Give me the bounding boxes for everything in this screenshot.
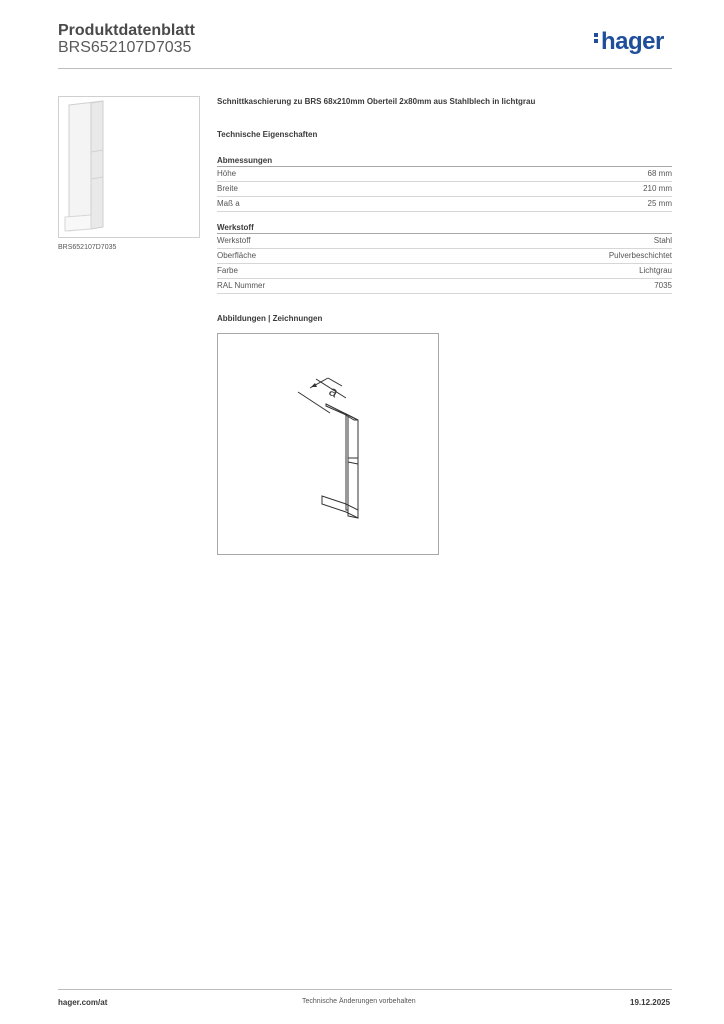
spec-row bbox=[217, 234, 672, 249]
dimension-label: a bbox=[326, 382, 341, 401]
article-number: BRS652107D7035 bbox=[58, 39, 192, 56]
spec-group-material bbox=[217, 222, 672, 294]
spec-row bbox=[217, 264, 672, 279]
spec-row bbox=[217, 182, 672, 197]
spec-value: 68 mm bbox=[647, 169, 672, 178]
spec-row bbox=[217, 249, 672, 264]
footer-notice: Technische Änderungen vorbehalten bbox=[302, 998, 416, 1005]
drawings-heading: Abbildungen | Zeichnungen bbox=[217, 314, 323, 323]
footer-website-link[interactable]: hager.com/at bbox=[58, 998, 108, 1007]
footer-date: 19.12.2025 bbox=[630, 998, 671, 1007]
spec-group-title: Abmessungen bbox=[217, 155, 672, 167]
spec-row bbox=[217, 197, 672, 212]
spec-row bbox=[217, 279, 672, 294]
spec-label: RAL Nummer bbox=[217, 281, 266, 290]
header-divider bbox=[58, 68, 672, 69]
spec-value: 25 mm bbox=[647, 199, 672, 208]
spec-value: Lichtgrau bbox=[639, 266, 672, 275]
technical-heading: Technische Eigenschaften bbox=[217, 130, 318, 139]
spec-value: 210 mm bbox=[643, 184, 672, 193]
spec-label: Breite bbox=[217, 184, 238, 193]
hager-logo[interactable] bbox=[594, 28, 664, 56]
product-description: Schnittkaschierung zu BRS 68x210mm Oberteil 2x80mm aus Stahlblech in lichtgrau bbox=[217, 97, 536, 106]
spec-group-title: Werkstoff bbox=[217, 222, 672, 234]
spec-label: Farbe bbox=[217, 266, 238, 275]
product-image-icon bbox=[59, 97, 199, 237]
page-title: Produktdatenblatt bbox=[58, 22, 195, 39]
footer-divider bbox=[58, 989, 672, 990]
drawing-icon bbox=[218, 334, 438, 554]
logo-dots-icon bbox=[594, 31, 599, 45]
spec-label: Maß a bbox=[217, 199, 240, 208]
spec-row bbox=[217, 167, 672, 182]
technical-drawing bbox=[217, 333, 439, 555]
product-image-caption: BRS652107D7035 bbox=[58, 244, 117, 251]
spec-label: Höhe bbox=[217, 169, 237, 178]
spec-value: Pulverbeschichtet bbox=[608, 251, 672, 260]
spec-value: 7035 bbox=[654, 281, 672, 290]
logo-text: hager bbox=[601, 28, 664, 55]
spec-label: Werkstoff bbox=[217, 236, 251, 245]
product-image bbox=[58, 96, 200, 238]
spec-value: Stahl bbox=[653, 236, 672, 245]
spec-group-dimensions bbox=[217, 155, 672, 212]
spec-label: Oberfläche bbox=[217, 251, 257, 260]
